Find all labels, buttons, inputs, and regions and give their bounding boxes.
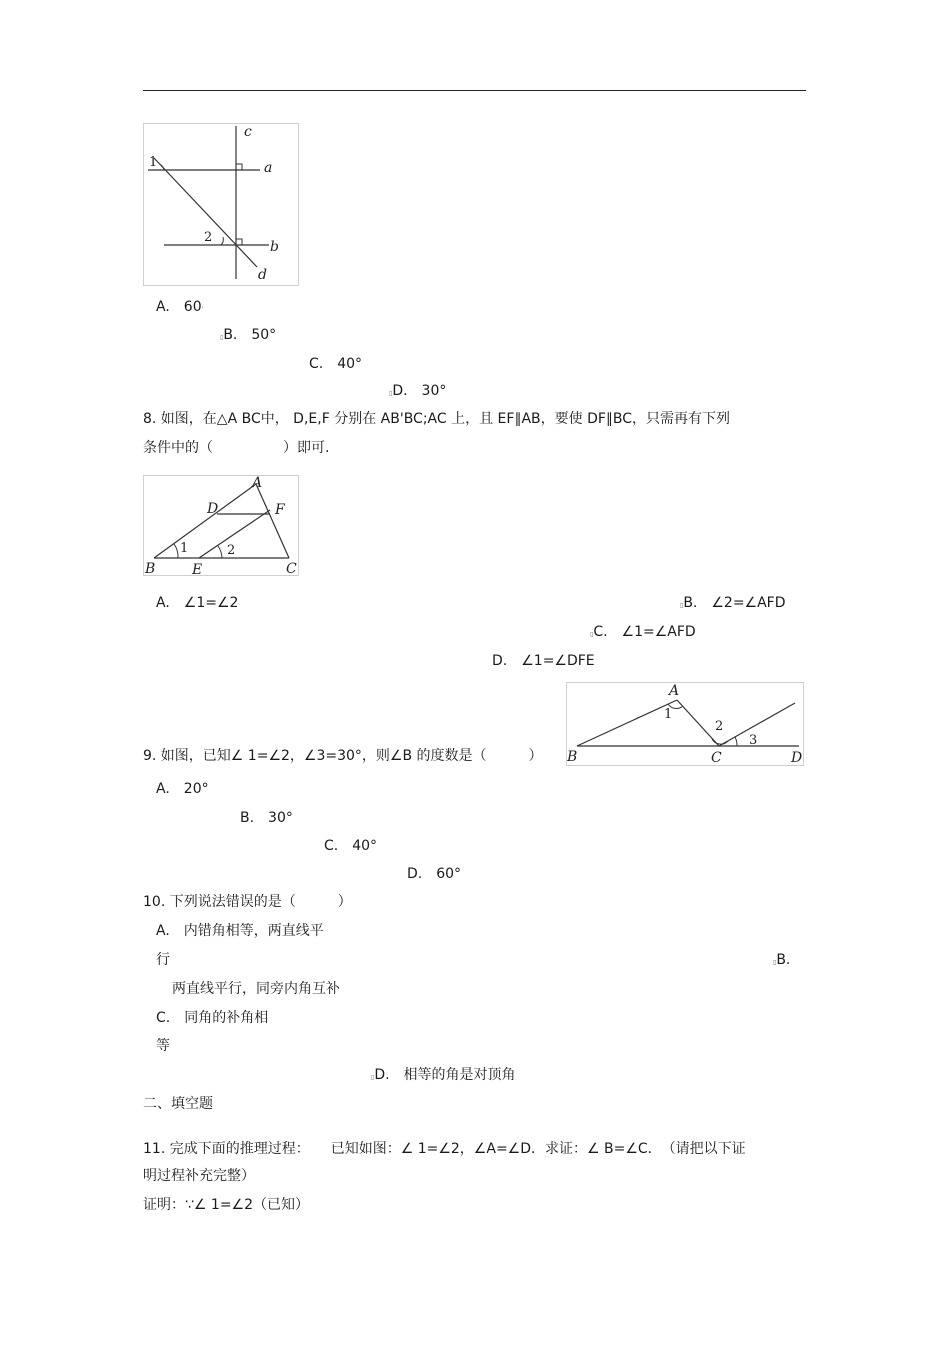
q8-option-a: A. ∠1=∠2 xyxy=(156,595,239,611)
q10-option-d: ▯D. 相等的角是对顶角 xyxy=(371,1067,516,1083)
q8-label-b: B xyxy=(145,561,156,575)
q8-label-d: D xyxy=(207,501,219,517)
q9-option-d: D. 60° xyxy=(407,866,462,882)
q10-option-c-line1: C. 同角的补角相 xyxy=(156,1010,269,1026)
q11-line2: 明过程补充完整） xyxy=(143,1168,255,1184)
q10-option-b-text: 两直线平行，同旁内角互补 xyxy=(172,981,340,997)
q9-angle-3: 3 xyxy=(749,733,758,748)
q9-angle-2: 2 xyxy=(715,719,724,734)
q9-label-b: B xyxy=(567,749,578,765)
q9-label-a: A xyxy=(669,683,680,699)
q7-label-c: c xyxy=(244,124,252,140)
q8-label-f: F xyxy=(275,502,285,518)
q7-option-c: C. 40° xyxy=(309,356,363,372)
q7-figure xyxy=(143,123,299,286)
q11-line3: 证明：∵∠ 1=∠2（已知） xyxy=(143,1197,310,1213)
q7-label-a: a xyxy=(264,160,273,176)
q9-label-c: C xyxy=(711,750,722,765)
q10-option-a-line1: A. 内错角相等，两直线平 xyxy=(156,923,324,939)
q10-option-a-line2: 行 xyxy=(156,952,170,968)
q7-label-b: b xyxy=(270,239,279,255)
header-rule xyxy=(143,90,806,91)
q9-figure xyxy=(566,682,804,766)
q9-option-b: B. 30° xyxy=(240,810,293,826)
q8-label-a: A xyxy=(252,476,263,491)
q7-option-b: ▯B. 50° xyxy=(220,327,277,343)
section-fill-in-blank-heading: 二、填空题 xyxy=(143,1096,213,1112)
q10-stem: 10. 下列说法错误的是（ ） xyxy=(143,894,352,910)
q7-angle-1: 1 xyxy=(149,155,158,170)
q8-option-b: ▯B. ∠2=∠AFD xyxy=(680,595,786,611)
q8-figure xyxy=(143,475,299,576)
q9-option-a: A. 20° xyxy=(156,781,209,797)
q8-label-e: E xyxy=(192,562,203,575)
q7-angle-2: 2 xyxy=(204,230,213,245)
q11-line1: 11. 完成下面的推理过程： 已知如图：∠ 1=∠2，∠A=∠D．求证：∠ B=∠C． （请把以下证 xyxy=(143,1141,746,1157)
q8-stem-line1: 8. 如图，在△A BC中， D,E,F 分别在 AB'BC;AC 上，且 EF∥AB，要使 DF∥BC，只需再有下列 xyxy=(143,411,731,427)
q8-label-c: C xyxy=(286,561,297,575)
q7-option-d: ▯D. 30° xyxy=(389,383,447,399)
q9-label-d: D xyxy=(791,750,803,765)
q9-stem: 9. 如图，已知∠ 1=∠2，∠3=30°，则∠B 的度数是（ ） xyxy=(143,748,543,764)
q10-option-c-line2: 等 xyxy=(156,1038,170,1054)
q8-angle-1: 1 xyxy=(180,541,189,556)
q7-label-d: d xyxy=(258,267,267,283)
q9-option-c: C. 40° xyxy=(324,838,378,854)
q9-angle-1: 1 xyxy=(664,707,673,722)
q8-stem-line2: 条件中的（ ）即可. xyxy=(143,440,330,456)
q8-option-c: ▯C. ∠1=∠AFD xyxy=(590,624,696,640)
q10-option-b-label: ▯B. xyxy=(773,952,791,968)
q8-angle-2: 2 xyxy=(227,543,236,558)
q7-option-a: A. 60' xyxy=(156,299,204,315)
q8-option-d: D. ∠1=∠DFE xyxy=(492,653,595,669)
